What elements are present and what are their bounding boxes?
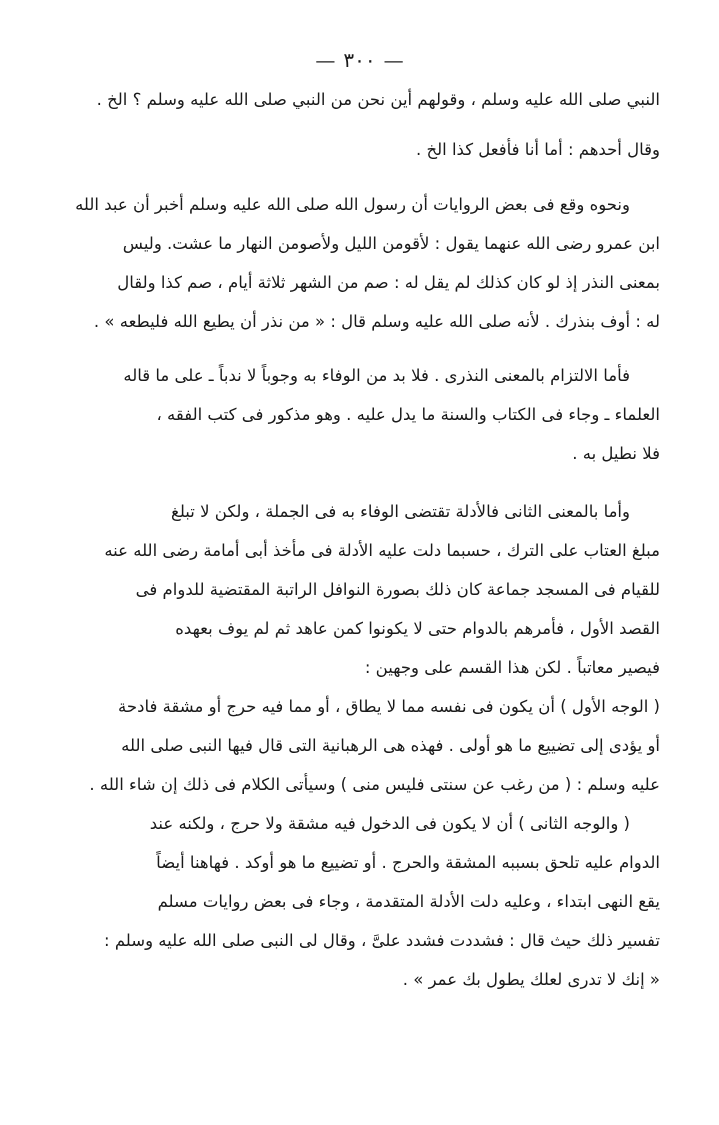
dash-left: — — [383, 48, 404, 72]
paragraph-3: وأما بالمعنى الثانى فالأدلة تقتضى الوفاء به فى الجملة ، ولكن لا تبلغ مبلغ العتاب على الترك ، حسبما دلت عليه الأدلة فى مأخذ أبى أمامة رضى الله عنه للقيام فى المسجد جماعة كان ذلك بصورة النوافل الراتبة المقتضية للدوام فى القصد الأول ، فأمرهم بالدوام حتى لا يكونوا كمن عاهد ثم لم يوف بعهده فيصير معاتباً . لكن هذا القسم على وجهين : — [104, 502, 660, 677]
paragraph-5: ( والوجه الثانى ) أن لا يكون فى الدخول فيه مشقة ولا حرج ، ولكنه عند الدوام عليه تلحق بسببه المشقة والحرج . أو تضييع ما هو أوكد . فهاهنا أيضاً يقع النهى ابتداء ، وعليه دلت الأدلة المتقدمة ، وجاء فى بعض روايات مسلم تفسير ذلك حيث قال : فشددت فشدد علىَّ ، وقال لى النبى صلى الله عليه وسلم : « إنك لا تدرى لعلك يطول بك عمر » . — [104, 814, 660, 989]
paragraph-4: ( الوجه الأول ) أن يكون فى نفسه مما لا يطاق ، أو مما فيه حرج أو مشقة فادحة أو يؤدى إلى تضييع ما هو أولى . فهذه هى الرهبانية التى قال فيها النبى صلى الله عليه وسلم : ( من رغب عن سنتى فليس منى ) وسيأتى الكلام فى ذلك إن شاء الله . — [89, 697, 660, 794]
line-2: وقال أحدهم : أما أنا فأفعل كذا الخ . — [415, 140, 660, 159]
paragraph-1: ونحوه وقع فى بعض الروايات أن رسول الله صلى الله عليه وسلم أخبر أن عبد الله ابن عمرو رضى الله عنهما يقول : لأقومن الليل ولأصومن النهار ما عشت. وليس بمعنى النذر إذ لو كان كذلك لم يقل له : صم من الشهر ثلاثة أيام ، صم كذا ولقال له : أوف بنذرك . لأنه صلى الله عليه وسلم قال : « من نذر أن يطيع الله فليطعه » . — [75, 195, 660, 331]
page-number-value: ٣٠٠ — [343, 48, 376, 72]
page-number — [0, 48, 719, 72]
dash-right: — — [315, 48, 336, 72]
line-1: النبي صلى الله عليه وسلم ، وقولهم أين نحن من النبي صلى الله عليه وسلم ؟ الخ . — [96, 90, 660, 109]
paragraph-2: فأما الالتزام بالمعنى النذرى . فلا بد من الوفاء به وجوباً لا ندباً ـ على ما قاله العلماء ـ وجاء فى الكتاب والسنة ما يدل عليه . وهو مذكور فى كتب الفقه ، فلا نطيل به . — [123, 366, 660, 463]
